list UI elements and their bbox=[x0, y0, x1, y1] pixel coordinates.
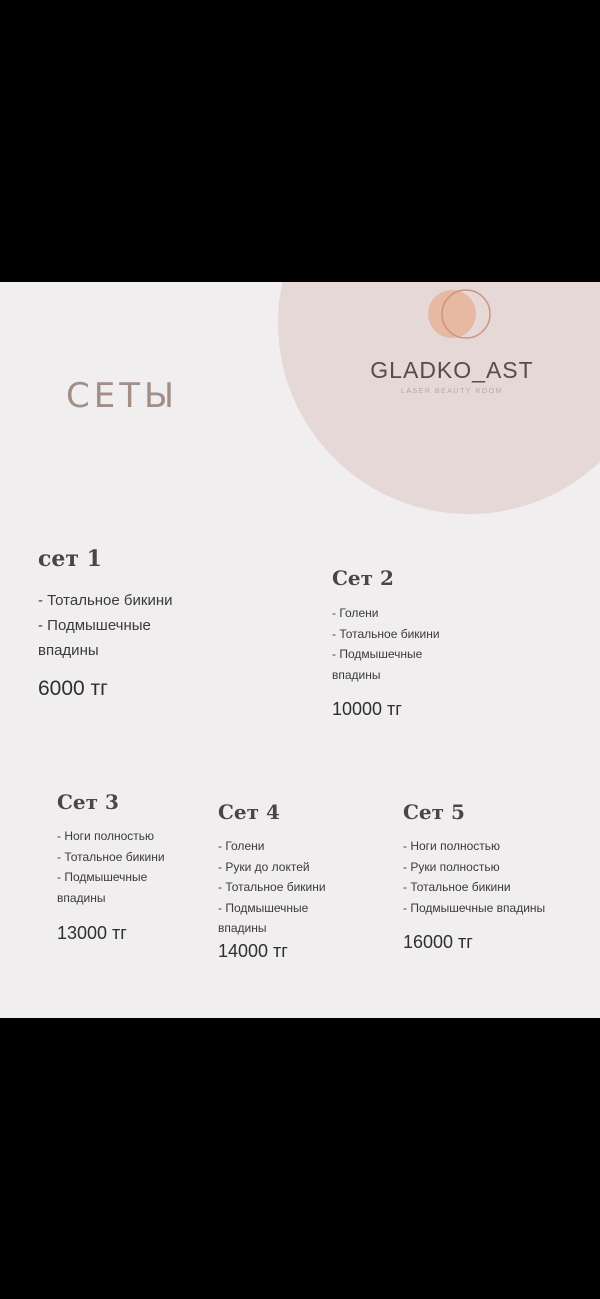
list-item: - Ноги полностью bbox=[403, 839, 501, 853]
set-title: сет 1 bbox=[38, 546, 102, 572]
list-item: - Голени bbox=[218, 839, 265, 853]
list-item: - Подмышечные впадины bbox=[332, 647, 423, 682]
list-item: - Подмышечные впадины bbox=[38, 617, 151, 659]
set-3 bbox=[57, 790, 197, 944]
set-items bbox=[332, 603, 472, 685]
page-title: СЕТЫ bbox=[66, 376, 178, 416]
list-item: - Тотальное бикини bbox=[38, 592, 173, 609]
list-item: - Тотальное бикини bbox=[332, 626, 440, 641]
set-price: 10000 тг bbox=[332, 699, 402, 719]
set-1 bbox=[38, 546, 208, 701]
list-item: - Тотальное бикини bbox=[218, 880, 326, 894]
logo-icon bbox=[418, 284, 498, 344]
set-items bbox=[38, 588, 208, 663]
brand-name: GLADKO_AST bbox=[370, 357, 534, 383]
list-item: - Тотальное бикини bbox=[57, 849, 165, 864]
set-items bbox=[403, 836, 553, 918]
set-title: Сет 2 bbox=[332, 566, 394, 590]
set-items bbox=[218, 836, 358, 939]
set-4 bbox=[218, 800, 358, 962]
list-item: - Ноги полностью bbox=[57, 829, 155, 843]
set-title: Сет 5 bbox=[403, 800, 465, 824]
set-items bbox=[57, 826, 197, 908]
list-item: - Руки полностью bbox=[403, 859, 500, 874]
list-item: - Подмышечные впадины bbox=[403, 900, 546, 915]
set-price: 6000 тг bbox=[38, 677, 108, 700]
set-5 bbox=[403, 800, 553, 953]
set-title: Сет 3 bbox=[57, 790, 119, 814]
list-item: - Подмышечные впадины bbox=[57, 870, 148, 905]
brand-tagline: LASER BEAUTY ROOM bbox=[400, 388, 503, 395]
list-item: - Голени bbox=[332, 606, 379, 620]
list-item: - Подмышечные впадины bbox=[218, 900, 309, 935]
set-2 bbox=[332, 566, 472, 720]
price-list-card bbox=[0, 282, 600, 1018]
set-price: 13000 тг bbox=[57, 923, 127, 943]
set-title: Сет 4 bbox=[218, 800, 280, 824]
list-item: - Тотальное бикини bbox=[403, 880, 511, 894]
set-price: 16000 тг bbox=[403, 932, 473, 952]
set-price: 14000 тг bbox=[218, 940, 288, 961]
list-item: - Руки до локтей bbox=[218, 859, 310, 874]
